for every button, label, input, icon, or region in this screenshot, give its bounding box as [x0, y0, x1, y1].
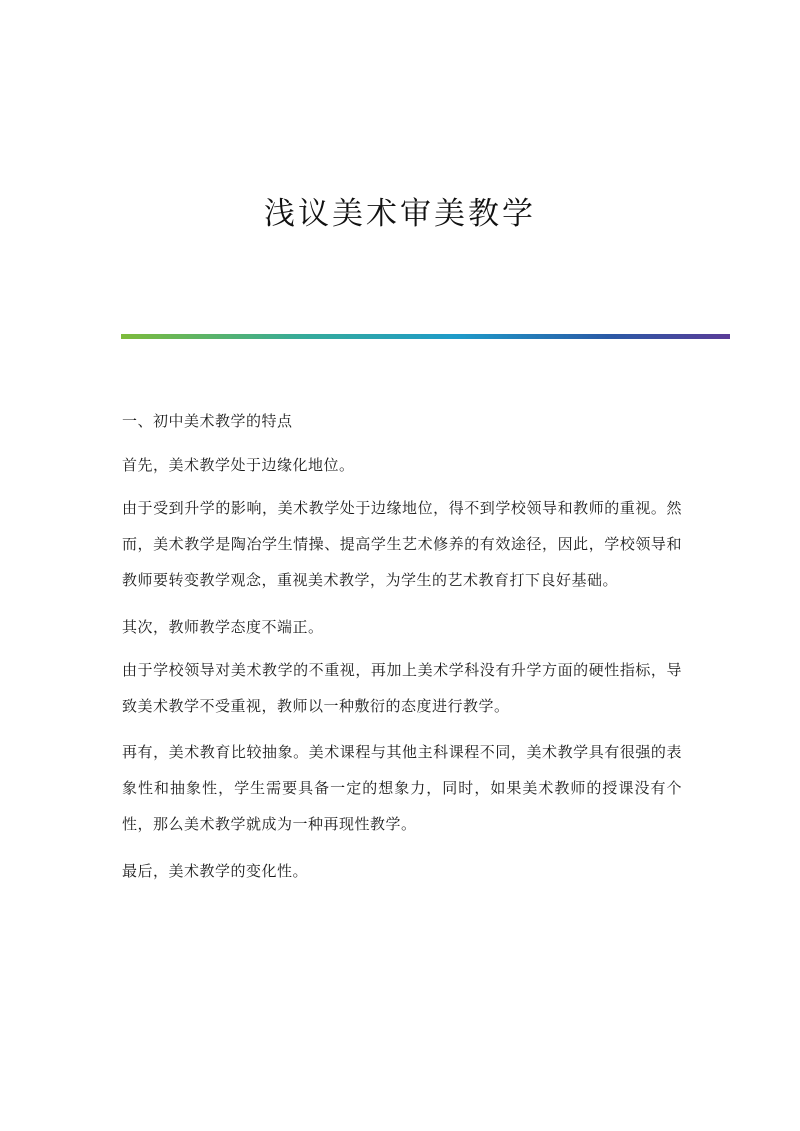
gradient-divider: [121, 334, 730, 339]
paragraph-1: 首先，美术教学处于边缘化地位。: [122, 456, 355, 474]
paragraph-4: 由于学校领导对美术教学的不重视，再加上美术学科没有升学方面的硬性指标，导致美术教学不受重视，教师以一种敷衍的态度进行教学。: [122, 661, 682, 715]
document-title: 浅议美术审美教学: [264, 196, 536, 232]
document-body: [122, 406, 682, 886]
paragraph-3: 其次，教师教学态度不端正。: [122, 618, 324, 636]
paragraph-6: 最后，美术教学的变化性。: [122, 862, 309, 880]
section-heading: 一、初中美术教学的特点: [122, 412, 293, 430]
paragraph-5: 再有，美术教育比较抽象。美术课程与其他主科课程不同，美术教学具有很强的表象性和抽象性，学生需要具备一定的想象力，同时，如果美术教师的授课没有个性，那么美术教学就成为一种再现性教学。: [122, 743, 682, 833]
paragraph-2: 由于受到升学的影响，美术教学处于边缘地位，得不到学校领导和教师的重视。然而，美术教学是陶冶学生情操、提高学生艺术修养的有效途径，因此，学校领导和教师要转变教学观念，重视美术教学，为学生的艺术教育打下良好基础。: [122, 499, 682, 589]
